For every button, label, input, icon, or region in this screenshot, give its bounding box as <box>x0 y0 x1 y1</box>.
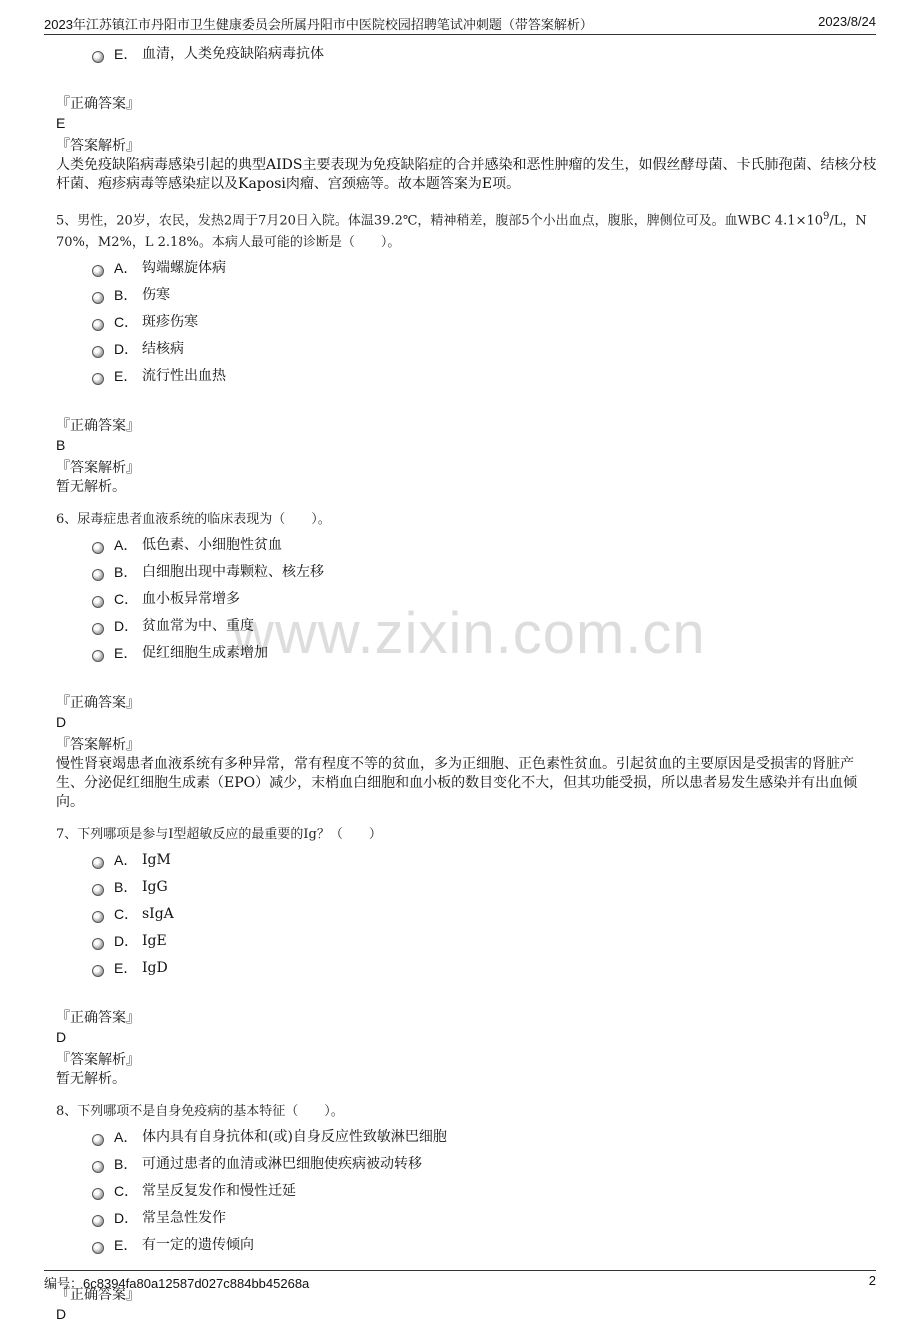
question-7-options <box>92 850 878 985</box>
radio-icon[interactable] <box>92 1161 104 1173</box>
answer-label: 『正确答案』 <box>56 418 140 435</box>
radio-icon[interactable] <box>92 938 104 950</box>
answer-value: D <box>56 714 67 731</box>
q6-option-e[interactable]: E． 促红细胞生成素增加 <box>92 643 878 670</box>
watermark: www.zixin.com.cn <box>232 601 706 666</box>
radio-icon[interactable] <box>92 911 104 923</box>
radio-icon[interactable] <box>92 373 104 385</box>
radio-icon[interactable] <box>92 346 104 358</box>
prev-option-e[interactable]: E． 血清，人类免疫缺陷病毒抗体 <box>92 44 878 71</box>
q8-option-e[interactable]: E． 有一定的遗传倾向 <box>92 1235 878 1262</box>
answer-value: B <box>56 437 66 454</box>
answer-label: 『正确答案』 <box>56 1010 140 1027</box>
radio-icon[interactable] <box>92 542 104 554</box>
document-code: 编号：6c8394fa80a12587d027c884bb45268a <box>44 1276 310 1291</box>
question-5-stem: 5、男性，20岁，农民，发热2周于7月20日入院。体温39.2℃，精神稍差，腹部5个小出血点，腹胀，脾侧位可及。血WBC $4.1\times 10^9/L$，N 70%，M2%，L 2.18%。本病人最可能的诊断是（ ）。 <box>56 211 867 251</box>
question-8-stem: 8、下列哪项不是自身免疫病的基本特征（ ）。 <box>56 1104 344 1120</box>
question-8-options <box>92 1127 878 1262</box>
analysis-label: 『答案解析』 <box>56 460 140 477</box>
q5-option-c[interactable]: C． 斑疹伤寒 <box>92 312 878 339</box>
q8-option-d[interactable]: D． 常呈急性发作 <box>92 1208 878 1235</box>
document-date: 2023/8/24 <box>818 14 876 29</box>
q5-option-d[interactable]: D． 结核病 <box>92 339 878 366</box>
q7-option-b[interactable]: B． IgG <box>92 877 878 904</box>
analysis-text: 暂无解析。 <box>56 1071 126 1088</box>
page-number: 2 <box>868 1273 876 1288</box>
radio-icon[interactable] <box>92 1215 104 1227</box>
q7-option-c[interactable]: C． sIgA <box>92 904 878 931</box>
q8-option-a[interactable]: A． 体内具有自身抗体和(或)自身反应性致敏淋巴细胞 <box>92 1127 878 1154</box>
radio-icon[interactable] <box>92 319 104 331</box>
q5-option-b[interactable]: B． 伤寒 <box>92 285 878 312</box>
q7-option-e[interactable]: E． IgD <box>92 958 878 985</box>
answer-label: 『正确答案』 <box>56 695 140 712</box>
answer-value: E <box>56 115 66 131</box>
page-footer <box>44 1270 876 1293</box>
q6-option-a[interactable]: A． 低色素、小细胞性贫血 <box>92 535 878 562</box>
analysis-label: 『答案解析』 <box>56 1052 140 1069</box>
q5-option-a[interactable]: A． 钩端螺旋体病 <box>92 258 878 285</box>
q6-option-c[interactable]: C． 血小板异常增多 <box>92 589 878 616</box>
answer-value: D <box>56 1306 67 1323</box>
document-title: 2023年江苏镇江市丹阳市卫生健康委员会所属丹阳市中医院校园招聘笔试冲刺题（带答案解析） <box>44 17 593 32</box>
q7-option-a[interactable]: A． IgM <box>92 850 878 877</box>
radio-icon[interactable] <box>92 51 104 63</box>
q5-option-e[interactable]: E． 流行性出血热 <box>92 366 878 393</box>
question-5-options <box>92 258 878 393</box>
radio-icon[interactable] <box>92 1188 104 1200</box>
answer-label: 『正确答案』 <box>56 96 140 112</box>
radio-icon[interactable] <box>92 265 104 277</box>
radio-icon[interactable] <box>92 596 104 608</box>
radio-icon[interactable] <box>92 623 104 635</box>
analysis-label: 『答案解析』 <box>56 737 140 754</box>
q8-option-b[interactable]: B． 可通过患者的血清或淋巴细胞使疾病被动转移 <box>92 1154 878 1181</box>
page-header <box>44 12 876 35</box>
question-6-stem: 6、尿毒症患者血液系统的临床表现为（ ）。 <box>56 512 331 528</box>
radio-icon[interactable] <box>92 292 104 304</box>
question-6-options <box>92 535 878 670</box>
page-content <box>56 44 878 1324</box>
prev-options <box>92 44 878 71</box>
analysis-text: 慢性肾衰竭患者血液系统有多种异常，常有程度不等的贫血，多为正细胞、正色素性贫血。引起贫血的主要原因是受损害的肾脏产生、分泌促红细胞生成素（EPO）减少，末梢血白细胞和血小板的数目变化不大，但其功能受损，所以患者易发生感染并有出血倾向。 <box>56 756 858 811</box>
q6-option-b[interactable]: B． 白细胞出现中毒颗粒、核左移 <box>92 562 878 589</box>
radio-icon[interactable] <box>92 569 104 581</box>
question-7-stem: 7、下列哪项是参与I型超敏反应的最重要的Ig？（ ） <box>56 827 382 843</box>
q6-option-d[interactable]: D． 贫血常为中、重度 <box>92 616 878 643</box>
analysis-text: 人类免疫缺陷病毒感染引起的典型AIDS主要表现为免疫缺陷症的合并感染和恶性肿瘤的发生，如假丝酵母菌、卡氏肺孢菌、结核分枝杆菌、疱疹病毒等感染症以及Kaposi肉瘤、宫颈癌等。故本题答案为E项。 <box>56 157 877 192</box>
radio-icon[interactable] <box>92 884 104 896</box>
radio-icon[interactable] <box>92 965 104 977</box>
radio-icon[interactable] <box>92 857 104 869</box>
q8-option-c[interactable]: C． 常呈反复发作和慢性迁延 <box>92 1181 878 1208</box>
q7-option-d[interactable]: D． IgE <box>92 931 878 958</box>
answer-value: D <box>56 1029 67 1046</box>
radio-icon[interactable] <box>92 1242 104 1254</box>
analysis-text: 暂无解析。 <box>56 479 126 496</box>
radio-icon[interactable] <box>92 1134 104 1146</box>
radio-icon[interactable] <box>92 650 104 662</box>
analysis-label: 『答案解析』 <box>56 138 140 154</box>
answer-label: 『正确答案』 <box>56 1287 140 1304</box>
